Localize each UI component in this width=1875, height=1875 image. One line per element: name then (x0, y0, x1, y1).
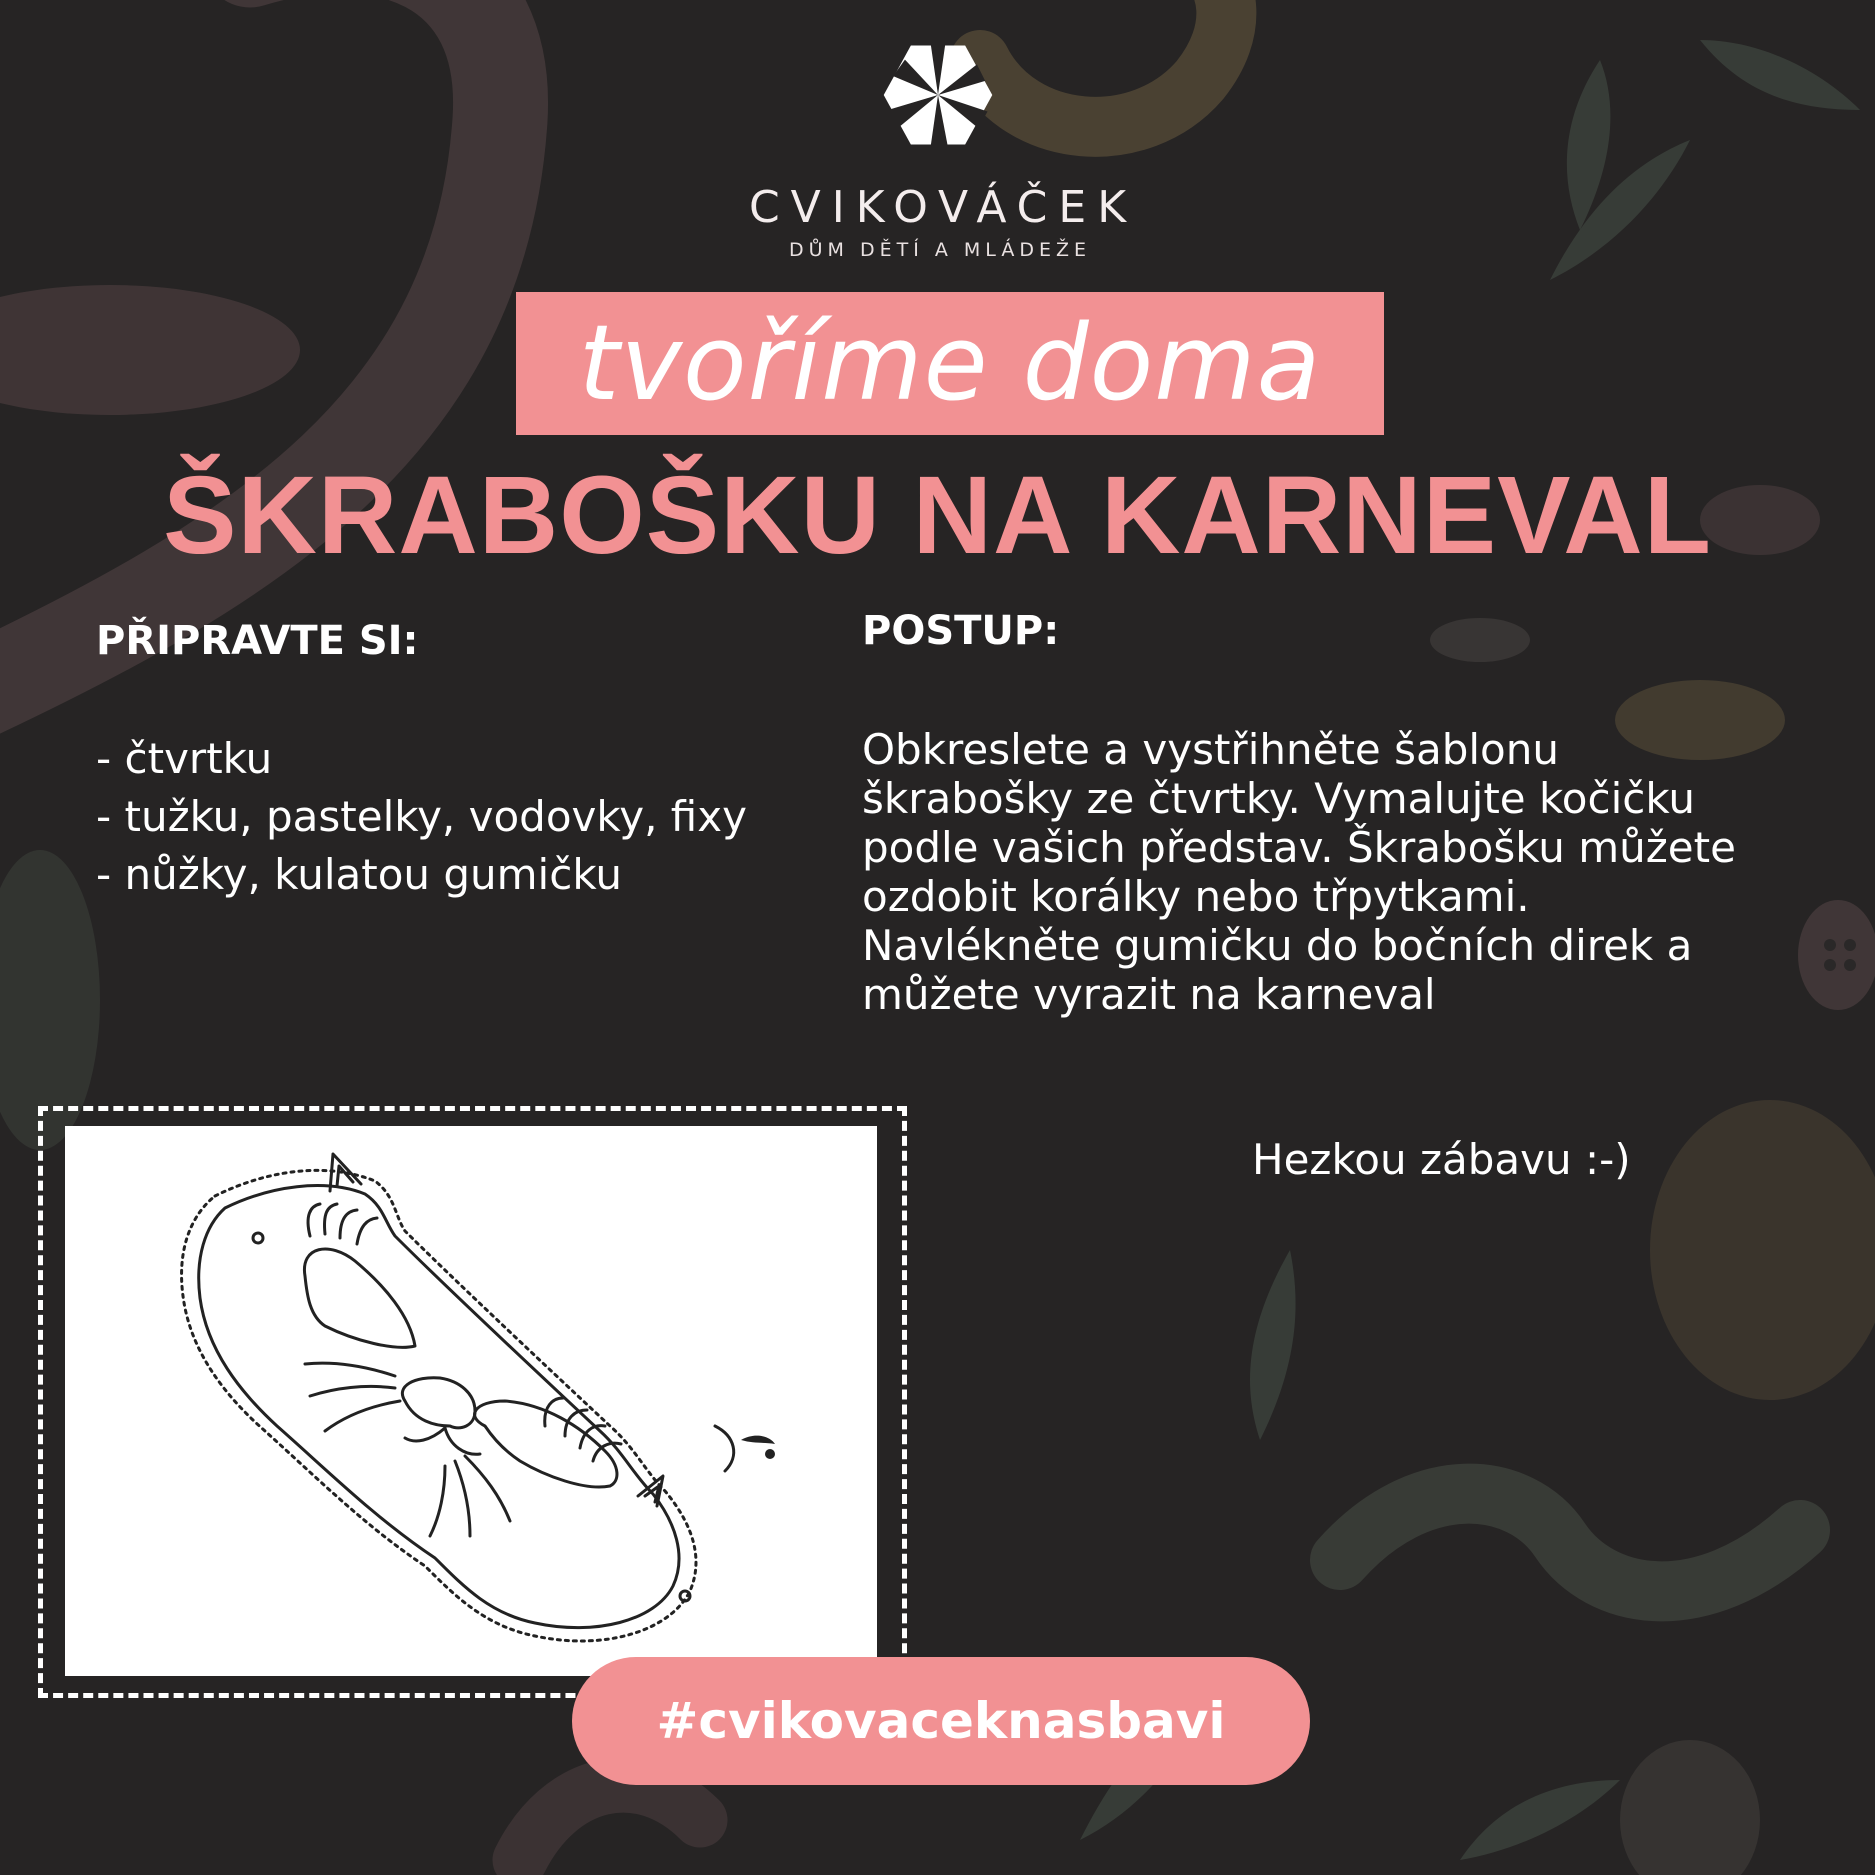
procedure-heading: POSTUP: (862, 608, 1060, 654)
cat-mask-template-image (65, 1126, 877, 1676)
page-title: ŠKRABOŠKU NA KARNEVAL (163, 454, 1712, 577)
cat-mask-illustration (65, 1126, 877, 1676)
logo-name: CVIKOVÁČEK (748, 182, 1138, 233)
materials-list (96, 730, 756, 904)
procedure-text: Obkreslete a vystřihněte šablonu škrabošky ze čtvrtky. Vymalujte kočičku podle vašich představ. Škrabošku můžete ozdobit korálky nebo třpytkami. Navlékněte gumičku do bočních direk a můžete vyrazit na karneval (862, 725, 1736, 1019)
logo (0, 36, 1875, 261)
star-hexagon-logo-icon (879, 36, 997, 154)
list-item: - nůžky, kulatou gumičku (96, 850, 622, 899)
closing-text: Hezkou zábavu :-) (1252, 1135, 1631, 1184)
logo-subtitle: DŮM DĚTÍ A MLÁDEŽE (789, 239, 1091, 261)
list-item: - tužku, pastelky, vodovky, fixy (96, 792, 747, 841)
hashtag-badge: #cvikovaceknasbavi (572, 1657, 1310, 1785)
banner-tagline: tvoříme doma (516, 292, 1384, 435)
materials-heading: PŘIPRAVTE SI: (96, 618, 419, 664)
list-item: - čtvrtku (96, 734, 273, 783)
